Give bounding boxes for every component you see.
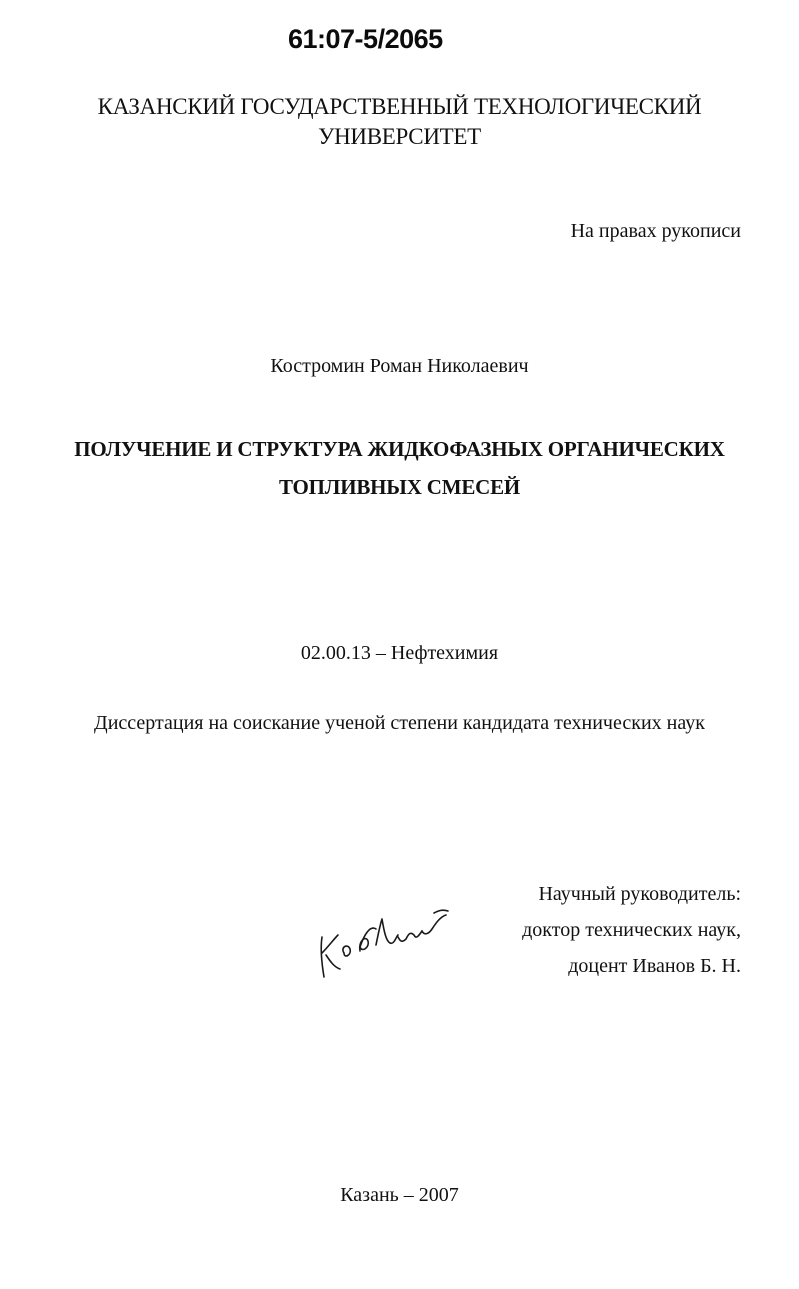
city-year: Казань – 2007	[340, 1184, 459, 1206]
supervisor-label: Научный руководитель:	[538, 883, 741, 905]
dissertation-title	[0, 430, 799, 506]
author-name: Костромин Роман Николаевич	[270, 355, 529, 377]
title-line-2: ТОПЛИВНЫХ СМЕСЕЙ	[278, 475, 521, 499]
supervisor-block	[522, 876, 741, 984]
university-line-1: КАЗАНСКИЙ ГОСУДАРСТВЕННЫЙ ТЕХНОЛОГИЧЕСКИЙ	[97, 94, 702, 119]
university-name	[0, 92, 799, 152]
supervisor-degree: доктор технических наук,	[522, 919, 741, 941]
university-line-2: УНИВЕРСИТЕТ	[318, 124, 481, 149]
supervisor-name: доцент Иванов Б. Н.	[568, 955, 741, 977]
rights-note: На правах рукописи	[570, 220, 741, 242]
catalog-number: 61:07-5/2065	[288, 24, 443, 54]
speciality-code: 02.00.13 – Нефтехимия	[300, 642, 499, 664]
title-line-1: ПОЛУЧЕНИЕ И СТРУКТУРА ЖИДКОФАЗНЫХ ОРГАНИЧЕСКИХ	[74, 437, 725, 461]
degree-statement: Диссертация на соискание ученой степени кандидата технических наук	[94, 712, 705, 734]
signature-icon	[310, 895, 470, 990]
